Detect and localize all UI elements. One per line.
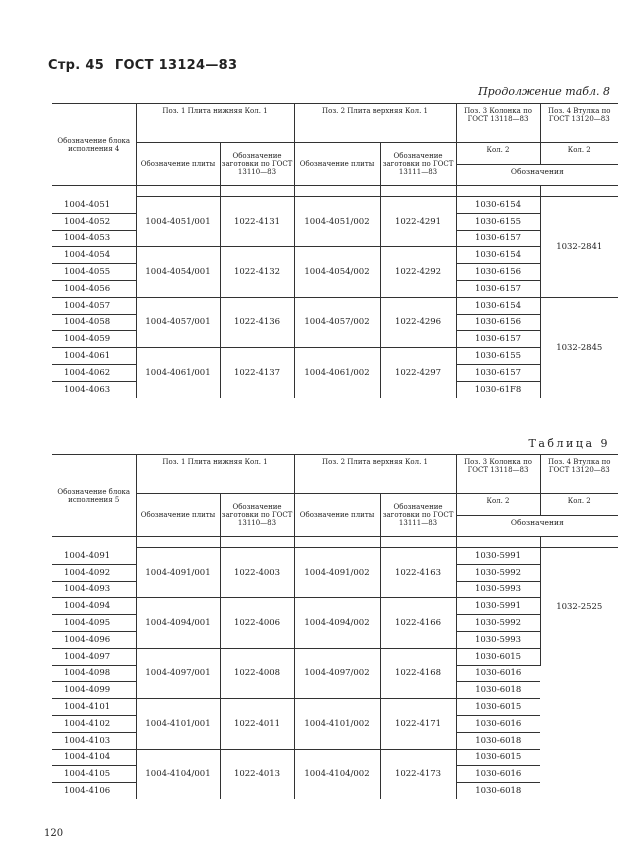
column-designation: 1030-6016 (456, 715, 540, 732)
block-designation: 1004-4098 (52, 665, 136, 682)
upper-plate-blank: 1022-4297 (380, 348, 456, 398)
page-label: Стр. 45 (48, 58, 105, 73)
column-designation: 1030-6156 (456, 314, 540, 331)
column-designation: 1030-6016 (456, 665, 540, 682)
lower-plate-blank: 1022-4136 (220, 297, 294, 347)
block-designation: 1004-4095 (52, 615, 136, 632)
column-designation: 1030-5991 (456, 548, 540, 565)
lower-plate: 1004-4054/001 (136, 247, 220, 297)
block-designation: 1004-4062 (52, 364, 136, 381)
bushing-designation: 1032-2845 (540, 297, 618, 397)
lower-plate-blank: 1022-4006 (220, 598, 294, 648)
upper-plate: 1004-4094/002 (294, 598, 380, 648)
header-pos4-quantity: Кол. 2 (540, 494, 618, 516)
block-designation: 1004-4051 (64, 199, 111, 210)
lower-plate: 1004-4097/001 (136, 648, 220, 698)
column-designation: 1030-6016 (456, 766, 540, 783)
header-upper-plate-designation: Обозначение плиты (294, 143, 380, 186)
table-8-continuation (52, 103, 618, 398)
lower-plate-blank: 1022-4003 (220, 548, 294, 598)
block-designation: 1004-4102 (52, 715, 136, 732)
table-row (52, 699, 618, 716)
upper-plate-blank: 1022-4168 (380, 648, 456, 698)
table-row (52, 598, 618, 615)
header-pos3-column: Поз. 3 Колонка по ГОСТ 13118—83 (456, 104, 540, 143)
block-designation: 1004-4106 (52, 783, 136, 799)
column-designation: 1030-6154 (456, 247, 540, 264)
column-designation: 1030-6018 (456, 783, 540, 799)
column-designation: 1030-6155 (456, 348, 540, 365)
block-designation: 1004-4061 (52, 348, 136, 365)
block-designation: 1004-4101 (52, 699, 136, 716)
header-lower-blank: Обозначение заготовки по ГОСТ 13110—83 (220, 143, 294, 186)
upper-plate-blank: 1022-4291 (380, 197, 456, 247)
column-designation: 1030-6157 (456, 280, 540, 297)
upper-plate: 1004-4054/002 (294, 247, 380, 297)
column-designation: 1030-6018 (456, 732, 540, 749)
header-block-designation: Обозначение блока исполнения 4 (52, 104, 136, 186)
header-lower-plate-designation: Обозначение плиты (136, 494, 220, 537)
bushing-designation: 1032-2525 (540, 548, 618, 666)
column-designation: 1030-6015 (456, 749, 540, 766)
lower-plate-blank: 1022-4131 (220, 197, 294, 247)
block-designation: 1004-4052 (52, 213, 136, 230)
column-designation: 1030-6015 (456, 648, 540, 665)
lower-plate: 1004-4057/001 (136, 297, 220, 347)
lower-plate: 1004-4101/001 (136, 699, 220, 749)
header-pos3-column: Поз. 3 Колонка по ГОСТ 13118—83 (456, 455, 540, 494)
table-row (52, 648, 618, 665)
block-designation: 1004-4059 (52, 331, 136, 348)
column-designation: 1030-6157 (456, 331, 540, 348)
table-row (52, 247, 618, 264)
header-pos2-upper-plate: Поз. 2 Плита верхняя Кол. 1 (294, 455, 456, 494)
block-designation: 1004-4096 (52, 631, 136, 648)
table-row (52, 548, 618, 565)
header-pos1-lower-plate: Поз. 1 Плита нижняя Кол. 1 (136, 104, 294, 143)
header-pos3-quantity: Кол. 2 (456, 494, 540, 516)
column-designation: 1030-5992 (456, 615, 540, 632)
table-continuation-caption: Продолжение табл. 8 (478, 85, 610, 98)
block-designation: 1004-4103 (52, 732, 136, 749)
upper-plate: 1004-4091/002 (294, 548, 380, 598)
block-designation: 1004-4057 (52, 297, 136, 314)
header-upper-plate-designation: Обозначение плиты (294, 494, 380, 537)
header-pos4-bushing: Поз. 4 Втулка по ГОСТ 13120—83 (540, 455, 618, 494)
column-designation: 1030-5991 (456, 598, 540, 615)
header-upper-blank: Обозначение заготовки по ГОСТ 13111—83 (380, 494, 456, 537)
header-pos3-quantity: Кол. 2 (456, 143, 540, 165)
upper-plate-blank: 1022-4292 (380, 247, 456, 297)
bushing-designation: 1032-2841 (540, 197, 618, 298)
header-lower-plate-designation: Обозначение плиты (136, 143, 220, 186)
header-lower-blank: Обозначение заготовки по ГОСТ 13110—83 (220, 494, 294, 537)
upper-plate: 1004-4101/002 (294, 699, 380, 749)
block-designation: 1004-4097 (52, 648, 136, 665)
lower-plate: 1004-4091/001 (136, 548, 220, 598)
header-pos2-upper-plate: Поз. 2 Плита верхняя Кол. 1 (294, 104, 456, 143)
block-designation: 1004-4099 (52, 682, 136, 699)
lower-plate-blank: 1022-4132 (220, 247, 294, 297)
header-pos4-bushing: Поз. 4 Втулка по ГОСТ 13120—83 (540, 104, 618, 143)
lower-plate-blank: 1022-4011 (220, 699, 294, 749)
upper-plate: 1004-4061/002 (294, 348, 380, 398)
block-designation: 1004-4094 (52, 598, 136, 615)
column-designation: 1030-5993 (456, 631, 540, 648)
block-designation: 1004-4053 (52, 230, 136, 247)
lower-plate: 1004-4051/001 (136, 197, 220, 247)
column-designation: 1030-6155 (456, 213, 540, 230)
table-row (52, 348, 618, 365)
table-row (52, 197, 618, 214)
block-designation: 1004-4105 (52, 766, 136, 783)
block-designation: 1004-4092 (52, 564, 136, 581)
block-designation: 1004-4063 (52, 381, 136, 397)
upper-plate: 1004-4057/002 (294, 297, 380, 347)
column-designation: 1030-5992 (456, 564, 540, 581)
standard-number: ГОСТ 13124—83 (114, 58, 238, 73)
table-9-caption: Таблица 9 (528, 437, 610, 450)
column-designation: 1030-5993 (456, 581, 540, 598)
page-header (48, 58, 243, 73)
upper-plate: 1004-4104/002 (294, 749, 380, 799)
column-designation: 1030-6154 (456, 197, 540, 214)
lower-plate: 1004-4061/001 (136, 348, 220, 398)
block-designation: 1004-4104 (52, 749, 136, 766)
lower-plate-blank: 1022-4137 (220, 348, 294, 398)
block-designation: 1004-4058 (52, 314, 136, 331)
header-pos1-lower-plate: Поз. 1 Плита нижняя Кол. 1 (136, 455, 294, 494)
upper-plate-blank: 1022-4296 (380, 297, 456, 347)
page-number: 120 (44, 828, 64, 839)
table-row (52, 749, 618, 766)
block-designation: 1004-4054 (52, 247, 136, 264)
upper-plate-blank: 1022-4173 (380, 749, 456, 799)
block-designation: 1004-4055 (52, 264, 136, 281)
header-upper-blank: Обозначение заготовки по ГОСТ 13111—83 (380, 143, 456, 186)
upper-plate-blank: 1022-4163 (380, 548, 456, 598)
header-pos4-quantity: Кол. 2 (540, 143, 618, 165)
lower-plate: 1004-4094/001 (136, 598, 220, 648)
column-designation: 1030-6154 (456, 297, 540, 314)
column-designation: 1030-6157 (456, 230, 540, 247)
column-designation: 1030-6015 (456, 699, 540, 716)
upper-plate: 1004-4051/002 (294, 197, 380, 247)
lower-plate-blank: 1022-4013 (220, 749, 294, 799)
lower-plate: 1004-4104/001 (136, 749, 220, 799)
header-designations: Обозначения (456, 164, 618, 186)
header-designations: Обозначения (456, 515, 618, 537)
column-designation: 1030-61F8 (456, 381, 540, 397)
column-designation: 1030-6156 (456, 264, 540, 281)
block-designation: 1004-4093 (52, 581, 136, 598)
upper-plate-blank: 1022-4166 (380, 598, 456, 648)
table-row (52, 297, 618, 314)
block-designation: 1004-4056 (52, 280, 136, 297)
column-designation: 1030-6018 (456, 682, 540, 699)
upper-plate-blank: 1022-4171 (380, 699, 456, 749)
column-designation: 1030-6157 (456, 364, 540, 381)
header-block-designation: Обозначение блока исполнения 5 (52, 455, 136, 537)
lower-plate-blank: 1022-4008 (220, 648, 294, 698)
upper-plate: 1004-4097/002 (294, 648, 380, 698)
block-designation: 1004-4091 (64, 550, 111, 561)
table-9 (52, 454, 618, 799)
